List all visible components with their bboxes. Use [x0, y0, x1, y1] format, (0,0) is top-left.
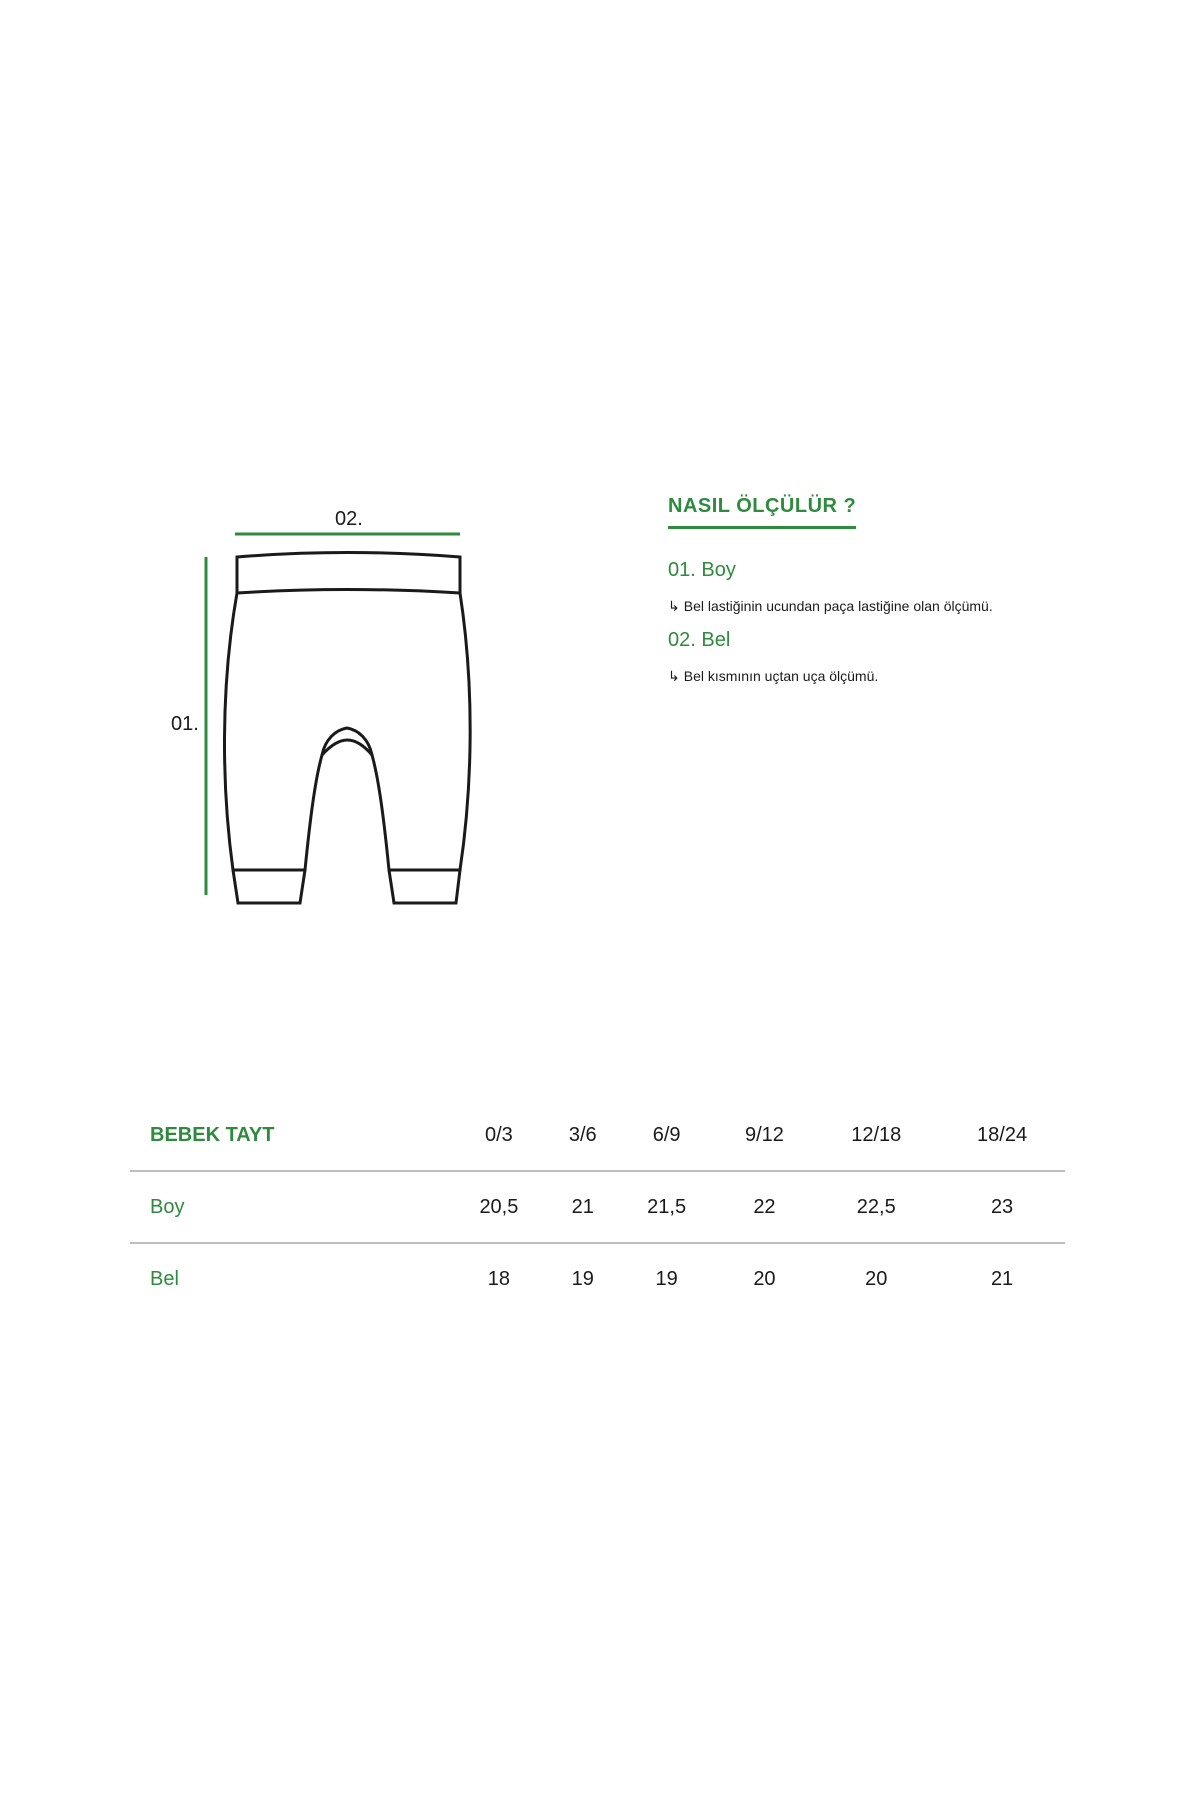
size-header-cell: 3/6 [548, 1100, 618, 1171]
table-cell: 18 [487, 1267, 511, 1290]
table-cell: 22,5 [813, 1171, 939, 1243]
table-cell: 19 [655, 1267, 678, 1290]
measure-item-desc-waist-text: Bel kısmının uçtan uça ölçümü. [683, 668, 879, 684]
return-arrow-icon: ↳ [668, 598, 680, 614]
waist-dimension-label: 02. [335, 508, 363, 530]
table-cell: 21 [990, 1267, 1014, 1290]
table-cell: 19 [571, 1267, 594, 1290]
pants-measurement-diagram [150, 490, 490, 920]
size-chart-table [130, 1100, 1065, 1314]
return-arrow-icon: ↳ [668, 668, 680, 684]
size-header-row [130, 1100, 1065, 1171]
measure-item-desc-waist [668, 668, 1128, 685]
table-cell: 20 [753, 1267, 776, 1290]
size-header-cell: 9/12 [716, 1100, 814, 1171]
right-cuff-outline [389, 870, 460, 903]
left-cuff-outline [233, 870, 305, 903]
waistband-outline [237, 553, 460, 594]
table-cell: 21,5 [618, 1171, 716, 1243]
size-header-cell: 0/3 [450, 1100, 548, 1171]
table-cell: 20 [865, 1267, 888, 1290]
row-label-bel: Bel [150, 1267, 179, 1290]
table-cell: 20,5 [450, 1171, 548, 1243]
table-cell: 21 [548, 1171, 618, 1243]
table-cell: 22 [716, 1171, 814, 1243]
table-cell: 23 [939, 1171, 1065, 1243]
length-dimension-label: 01. [171, 713, 199, 735]
how-to-measure-section [668, 495, 1128, 685]
row-label-boy: Boy [130, 1171, 450, 1243]
pants-body-outline [224, 593, 470, 870]
size-header-cell: 12/18 [813, 1100, 939, 1171]
size-header-cell: 18/24 [939, 1100, 1065, 1171]
size-header-cell: 6/9 [618, 1100, 716, 1171]
table-row-boy [130, 1171, 1065, 1243]
measure-item-title-length: 01. Boy [668, 559, 736, 581]
how-to-measure-title: NASIL ÖLÇÜLÜR ? [668, 495, 856, 529]
measure-item-desc-length-text: Bel lastiğinin ucundan paça lastiğine olan ölçümü. [683, 598, 993, 614]
measure-item-title-waist: 02. Bel [668, 629, 731, 651]
table-row-bel [130, 1243, 1065, 1314]
measure-item-desc-length [668, 598, 1128, 615]
product-name-header: BEBEK TAYT [130, 1100, 450, 1171]
